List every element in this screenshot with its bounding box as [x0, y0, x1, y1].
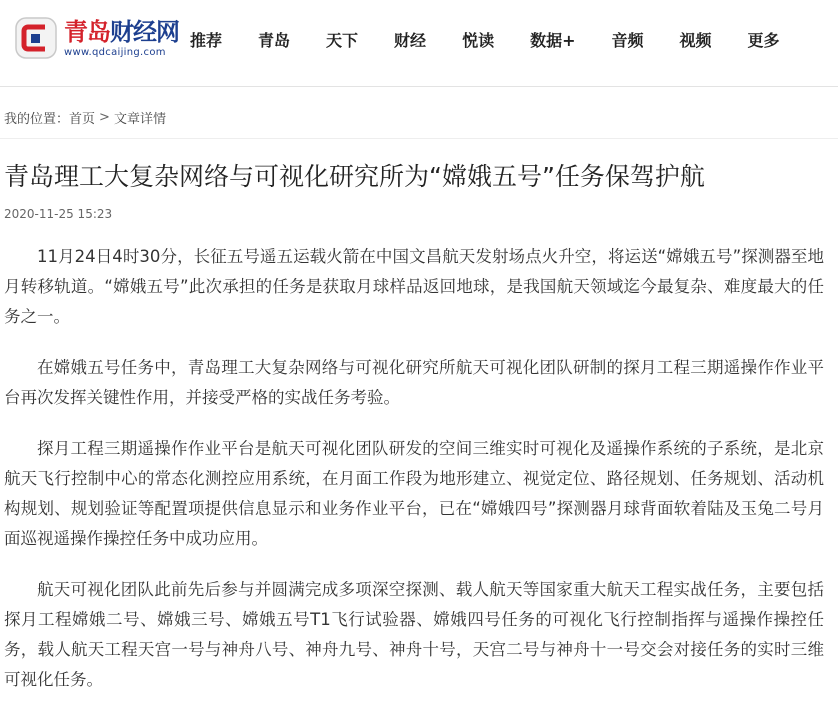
- nav-item-recommend[interactable]: 推荐: [190, 31, 223, 50]
- site-logo[interactable]: [14, 16, 179, 60]
- nav-item-video[interactable]: 视频: [679, 31, 712, 50]
- nav-item-reading[interactable]: 悦读: [462, 31, 495, 50]
- breadcrumb-label: 我的位置：: [4, 112, 70, 127]
- breadcrumb-home-link[interactable]: 首页: [69, 112, 96, 127]
- article-paragraph: 在嫦娥五号任务中，青岛理工大复杂网络与可视化研究所航天可视化团队研制的探月工程三期遥操作作业平台再次发挥关键性作用，并接受严格的实战任务考验。: [4, 358, 824, 407]
- article-body: [4, 242, 824, 716]
- article-date: 2020-11-25 15:23: [4, 207, 113, 221]
- main-nav: [190, 30, 816, 52]
- nav-item-audio[interactable]: 音频: [611, 31, 644, 50]
- nav-item-world[interactable]: 天下: [326, 31, 359, 50]
- article-paragraph: 探月工程三期遥操作作业平台是航天可视化团队研发的空间三维实时可视化及遥操作系统的子系统，是北京航天飞行控制中心的常态化测控应用系统，在月面工作段为地形建立、视觉定位、路径规划、任务规划、活动机构规划、规划验证等配置项提供信息显示和业务作业平台，已在“嫦娥四号”探测器月球背面软着陆及玉兔二号月面巡视遥操作操控任务中成功应用。: [4, 439, 824, 548]
- nav-item-finance[interactable]: 财经: [394, 31, 427, 50]
- article-title: 青岛理工大复杂网络与可视化研究所为“嫦娥五号”任务保驾护航: [4, 162, 705, 191]
- logo-icon: [14, 16, 58, 60]
- logo-text: [64, 18, 179, 58]
- article-paragraph: 11月24日4时30分，长征五号遥五运载火箭在中国文昌航天发射场点火升空，将运送“嫦娥五号”探测器至地月转移轨道。“嫦娥五号”此次承担的任务是获取月球样品返回地球，是我国航天领域迄今最复杂、难度最大的任务之一。: [4, 247, 824, 326]
- breadcrumb-separator-icon: >: [99, 110, 110, 125]
- site-name-red: 青岛: [64, 18, 110, 46]
- site-name-blue: 财经网: [110, 18, 179, 46]
- article-paragraph: 航天可视化团队此前先后参与并圆满完成多项深空探测、载人航天等国家重大航天工程实战任务，主要包括探月工程嫦娥二号、嫦娥三号、嫦娥五号T1飞行试验器、嫦娥四号任务的可视化飞行控制指挥与遥操作操控任务，载人航天工程天宫一号与神舟八号、神舟九号、神舟十号，天宫二号与神舟十一号交会对接任务的实时三维可视化任务。: [4, 580, 824, 689]
- header-divider: [0, 138, 838, 139]
- site-name: [64, 18, 179, 46]
- nav-item-data[interactable]: 数据+: [530, 31, 576, 50]
- site-header: [0, 0, 838, 87]
- site-url: www.qdcaijing.com: [64, 47, 166, 58]
- breadcrumb: [4, 108, 166, 127]
- nav-item-qingdao[interactable]: 青岛: [258, 31, 291, 50]
- nav-item-more[interactable]: 更多: [747, 31, 780, 50]
- breadcrumb-current: 文章详情: [113, 112, 166, 127]
